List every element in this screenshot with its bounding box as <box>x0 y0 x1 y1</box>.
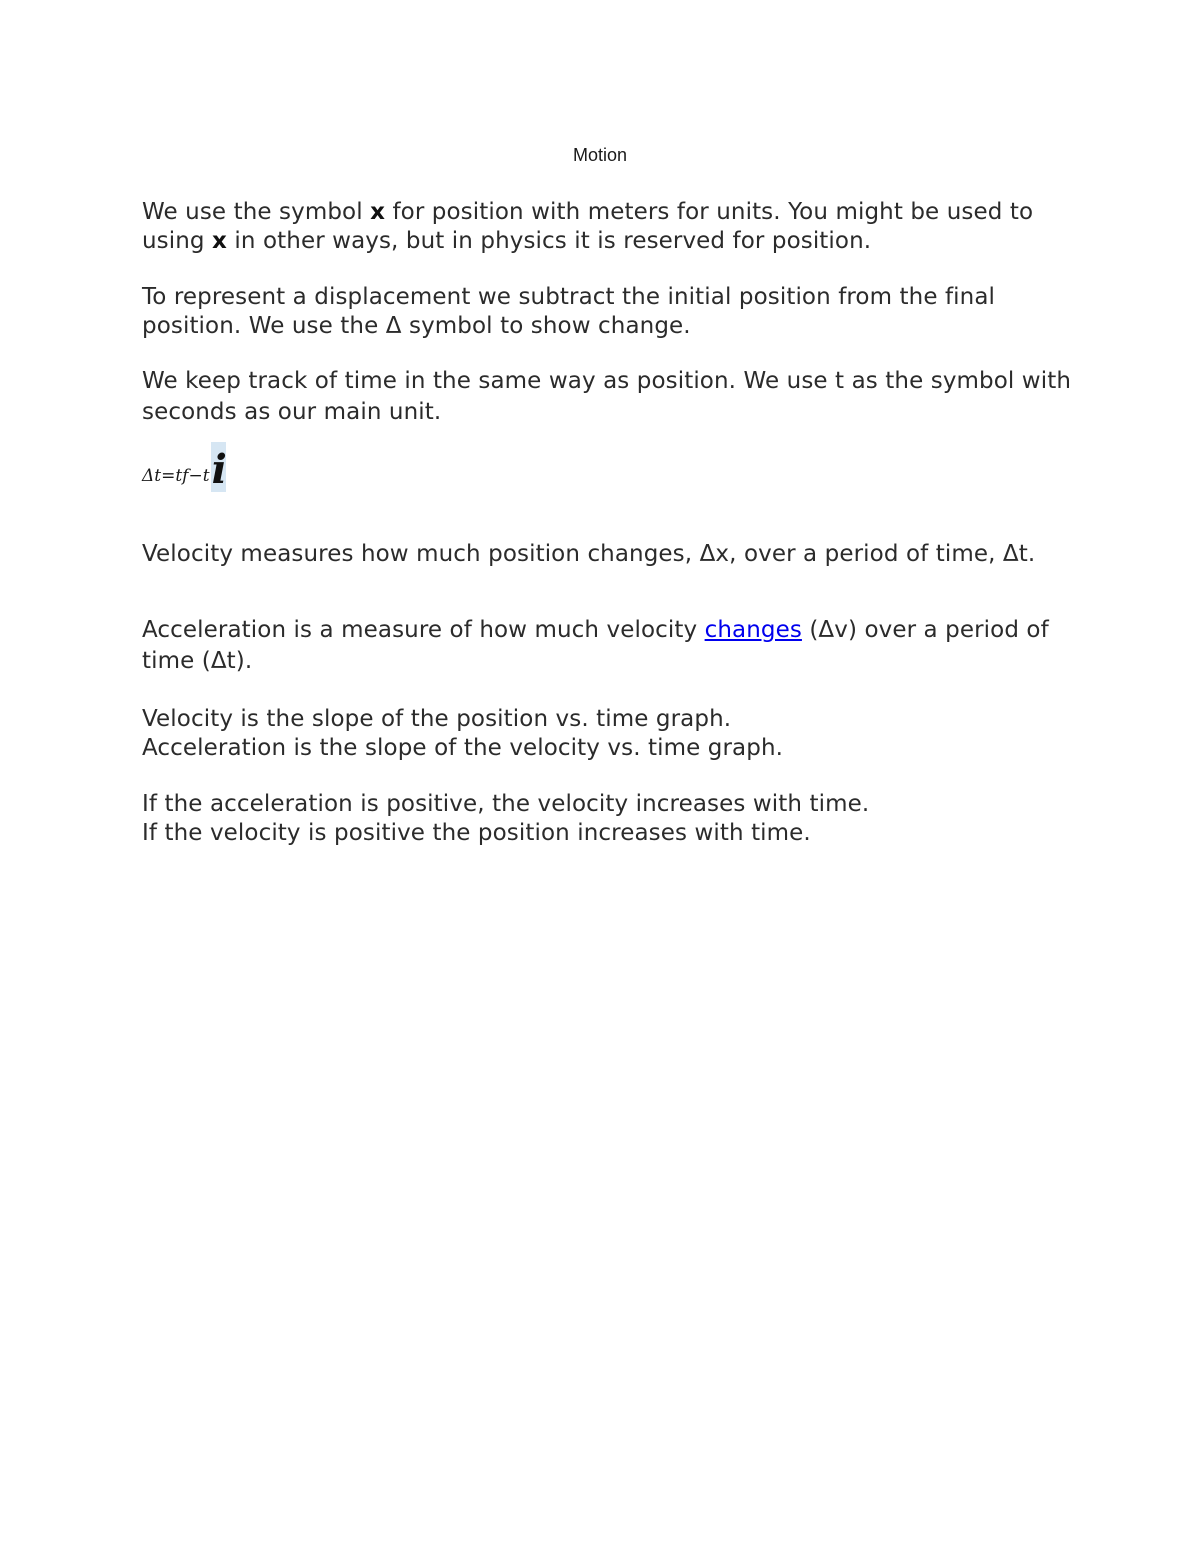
p5-text-b: (Δv) over a period of time (Δt). <box>142 617 1049 674</box>
time-change-equation[interactable] <box>142 442 226 492</box>
page-title: Motion <box>572 145 628 165</box>
p1-text-c: in other ways, but in physics it is reserved for position. <box>226 228 872 254</box>
paragraph-slopes <box>142 705 1072 763</box>
p1-text-b: for position with meters for units. You might be used to using <box>142 199 1034 254</box>
changes-link[interactable]: changes <box>704 617 802 643</box>
equation-selection-highlight <box>211 442 226 492</box>
p5-text-a: Acceleration is a measure of how much velocity <box>142 617 705 643</box>
equation-subscript: i <box>211 446 227 493</box>
paragraph-time: We keep track of time in the same way as position. We use t as the symbol with seconds as our main unit. <box>142 368 1072 425</box>
p7-line-2: If the velocity is positive the position increases with time. <box>142 820 811 846</box>
paragraph-signs <box>142 790 1072 848</box>
p1-text-a: We use the symbol <box>142 199 371 225</box>
equation-text: Δt=tf−t <box>142 466 210 486</box>
p1-symbol-x: x <box>370 199 386 225</box>
paragraph-displacement: To represent a displacement we subtract the initial position from the final position. We use the Δ symbol to show change. <box>142 284 996 339</box>
p6-line-2: Acceleration is the slope of the velocity vs. time graph. <box>142 735 784 761</box>
p1-symbol-x-2: x <box>212 228 227 254</box>
paragraph-position-symbol <box>142 198 1072 256</box>
paragraph-velocity: Velocity measures how much position changes, Δx, over a period of time, Δt. <box>142 541 1036 567</box>
paragraph-acceleration <box>142 615 1072 677</box>
p6-line-1: Velocity is the slope of the position vs. time graph. <box>142 706 732 732</box>
p7-line-1: If the acceleration is positive, the velocity increases with time. <box>142 791 870 817</box>
